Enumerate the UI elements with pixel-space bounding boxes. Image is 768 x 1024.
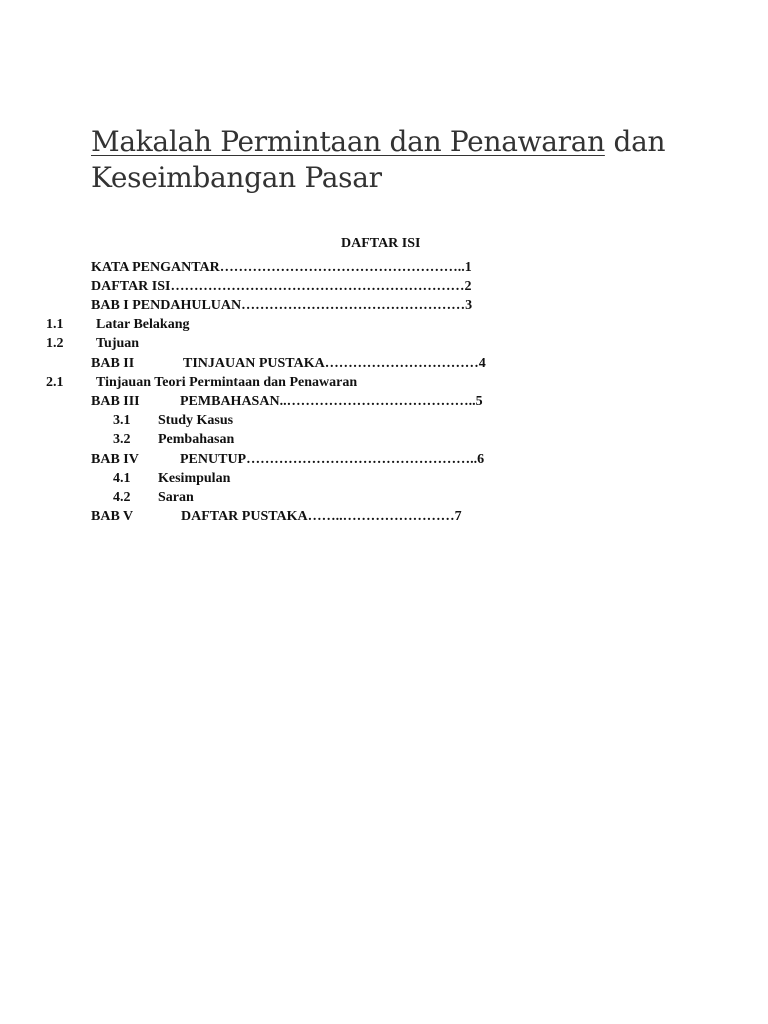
toc-entry-1-1	[46, 315, 189, 334]
toc-entry-label: Study Kasus	[158, 413, 234, 428]
toc-entry-bab-2	[91, 354, 486, 373]
toc-entry-kata-pengantar	[91, 258, 472, 277]
toc-entry-leader: …………………………………………..	[246, 452, 478, 467]
toc-entry-leader: ……………………………………………..	[219, 260, 465, 275]
toc-entry-label: DAFTAR PUSTAKA	[181, 509, 308, 524]
toc-entry-label: PENUTUP	[180, 452, 247, 467]
toc-entry-3-2	[113, 430, 234, 449]
toc-entry-page: 2	[464, 279, 472, 294]
toc-entry-label: PEMBAHASAN	[180, 394, 280, 409]
toc-entry-leader: ……..……………………	[307, 509, 455, 524]
toc-entry-4-2	[113, 488, 194, 507]
toc-entry-number: 4.2	[113, 490, 131, 505]
document-title	[91, 124, 691, 196]
toc-entry-label: Tinjauan Teori Permintaan dan Penawaran	[96, 375, 358, 390]
toc-entry-leader: ..…………………………………..	[279, 394, 476, 409]
toc-entry-number: 4.1	[113, 471, 131, 486]
toc-entry-number: BAB II	[91, 356, 135, 371]
toc-entry-number: 2.1	[46, 375, 64, 390]
toc-entry-number: BAB III	[91, 394, 140, 409]
toc-entry-number: BAB V	[91, 509, 134, 524]
toc-heading: DAFTAR ISI	[341, 236, 421, 251]
toc-entry-label: Kesimpulan	[158, 471, 231, 486]
toc-entry-4-1	[113, 469, 230, 488]
toc-entry-page: 4	[478, 356, 486, 371]
toc-entry-label: Tujuan	[96, 336, 140, 351]
title-line2: Keseimbangan Pasar	[91, 161, 382, 194]
toc-entry-2-1	[46, 373, 357, 392]
toc-entry-number: 3.2	[113, 432, 131, 447]
toc-entry-page: 6	[477, 452, 485, 467]
title-underlined-text[interactable]: Makalah Permintaan dan Penawaran	[91, 125, 605, 158]
toc-entry-3-1	[113, 411, 233, 430]
toc-entry-page: 1	[464, 260, 472, 275]
toc-entry-number: 1.2	[46, 336, 64, 351]
title-rest-line1: dan	[604, 125, 666, 158]
toc-entry-label: TINJAUAN PUSTAKA	[183, 356, 325, 371]
toc-entry-label: Saran	[158, 490, 194, 505]
toc-entry-leader: ……………………………	[324, 356, 479, 371]
toc-entry-1-2	[46, 334, 139, 353]
toc-entry-number: 1.1	[46, 317, 64, 332]
toc-entry-bab-1	[91, 296, 472, 315]
toc-entry-daftar-isi	[91, 277, 471, 296]
toc-entry-page: 7	[454, 509, 462, 524]
toc-entry-bab-3	[91, 392, 483, 411]
toc-entry-bab-4	[91, 450, 484, 469]
toc-entry-label: Pembahasan	[158, 432, 235, 447]
toc-entry-label: BAB I PENDAHULUAN	[91, 298, 242, 313]
toc-entry-label: Latar Belakang	[96, 317, 190, 332]
toc-entry-number: BAB IV	[91, 452, 139, 467]
toc-entry-label: DAFTAR ISI	[91, 279, 171, 294]
toc-entry-leader: ………………………………………………………	[170, 279, 465, 294]
toc-entry-label: KATA PENGANTAR	[91, 260, 220, 275]
toc-entry-number: 3.1	[113, 413, 131, 428]
toc-entry-page: 3	[465, 298, 473, 313]
toc-entry-bab-5	[91, 507, 462, 526]
toc-entry-leader: …………………………………………	[241, 298, 466, 313]
toc-entry-page: 5	[475, 394, 483, 409]
